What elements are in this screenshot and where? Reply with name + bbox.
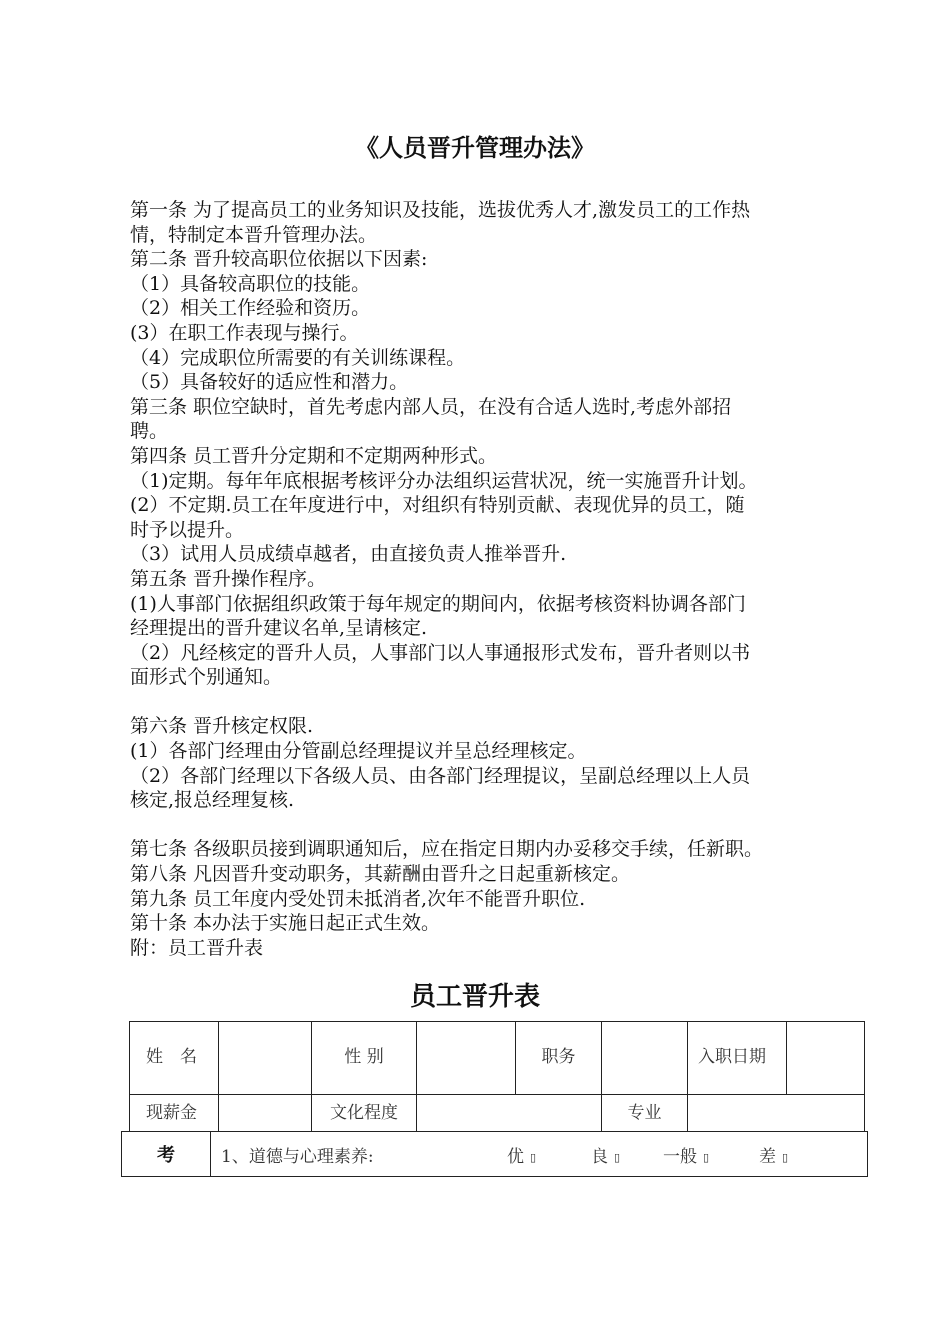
option-excellent[interactable] (507, 1142, 536, 1167)
text-line: 核定,报总经理复核. (130, 789, 295, 812)
blank-line (130, 690, 840, 715)
text-line: 面形式个别通知。 (130, 666, 283, 689)
text-line: （1）具备较高职位的技能。 (130, 272, 371, 295)
text-line: 第五条 晋升操作程序。 (130, 567, 327, 590)
checkbox-icon[interactable]: ▯ (782, 1151, 789, 1164)
name-label: 姓 名 (146, 1047, 197, 1067)
text-line: 第七条 各级职员接到调职通知后，应在指定日期内办妥移交手续，任新职。 (130, 838, 764, 861)
evaluation-table (121, 1131, 868, 1177)
evaluation-item-label: 1、道德与心理素养: (221, 1146, 374, 1167)
text-line: 附：员工晋升表 (130, 936, 264, 959)
document-title: 《人员晋升管理办法》 (355, 133, 595, 162)
promotion-form-table (129, 1021, 865, 1132)
text-line: (3）在职工作表现与操行。 (130, 321, 359, 344)
gender-value-cell[interactable] (417, 1022, 516, 1095)
document-body (130, 198, 840, 960)
text-line: （1)定期。每年年底根据考核评分办法组织运营状况，统一实施晋升计划。 (130, 469, 758, 492)
hire-date-label: 入职日期 (698, 1047, 766, 1067)
position-value-cell[interactable] (602, 1022, 688, 1095)
text-line: （3）试用人员成绩卓越者，由直接负责人推举晋升. (130, 543, 567, 566)
table-row (130, 1095, 865, 1132)
gender-label-cell (312, 1022, 417, 1095)
table-row (130, 1022, 865, 1095)
option-label: 优 (507, 1147, 524, 1167)
option-average[interactable] (663, 1142, 709, 1167)
hire-date-label-cell (688, 1022, 787, 1095)
salary-value-cell[interactable] (219, 1095, 312, 1132)
hire-date-value-cell[interactable] (787, 1022, 865, 1095)
option-poor[interactable] (759, 1142, 788, 1167)
text-line: 第一条 为了提高员工的业务知识及技能，选拔优秀人才,激发员工的工作热 (130, 199, 751, 221)
salary-label-cell: 现薪金 (130, 1095, 219, 1132)
checkbox-icon[interactable]: ▯ (614, 1151, 621, 1164)
text-line: 第二条 晋升较高职位依据以下因素: (130, 248, 428, 271)
text-line: 第八条 凡因晋升变动职务，其薪酬由晋升之日起重新核定。 (130, 863, 631, 886)
checkbox-icon[interactable]: ▯ (530, 1151, 537, 1164)
table-title: 员工晋升表 (409, 982, 540, 1012)
gender-label: 性 别 (344, 1047, 384, 1067)
blank-line (130, 813, 840, 838)
evaluation-item-cell (211, 1132, 868, 1177)
text-line: 第十条 本办法于实施日起正式生效。 (130, 912, 441, 935)
text-line: 经理提出的晋升建议名单,呈请核定. (130, 617, 428, 640)
text-line: （2）各部门经理以下各级人员、由各部门经理提议，呈副总经理以上人员 (130, 764, 751, 787)
text-line: 第六条 晋升核定权限. (130, 715, 314, 738)
major-value-cell[interactable] (688, 1095, 865, 1132)
text-line: 聘。 (130, 420, 169, 443)
text-line: (1）各部门经理由分管副总经理提议并呈总经理核定。 (130, 740, 587, 763)
position-label-cell (516, 1022, 602, 1095)
text-line: (2）不定期.员工在年度进行中，对组织有特别贡献、表现优异的员工，随 (130, 494, 745, 517)
text-line: （4）完成职位所需要的有关训练课程。 (130, 346, 466, 369)
option-label: 差 (759, 1147, 776, 1167)
position-label: 职务 (541, 1047, 576, 1067)
text-line: 情，特制定本晋升管理办法。 (130, 223, 378, 246)
option-label: 良 (591, 1147, 608, 1167)
text-line: （2）凡经核定的晋升人员，人事部门以人事通报形式发布，晋升者则以书 (130, 641, 751, 664)
option-good[interactable] (591, 1142, 620, 1167)
text-line: 第九条 员工年度内受处罚未抵消者,次年不能晋升职位. (130, 887, 586, 910)
text-line: (1)人事部门依据组织政策于每年规定的期间内，依据考核资料协调各部门 (130, 592, 746, 615)
name-value-cell[interactable] (219, 1022, 312, 1095)
education-label-cell: 文化程度 (312, 1095, 417, 1132)
text-line: 第三条 职位空缺时，首先考虑内部人员，在没有合适人选时,考虑外部招 (130, 395, 732, 418)
option-label: 一般 (663, 1147, 697, 1167)
text-line: （2）相关工作经验和资历。 (130, 297, 371, 320)
text-line: 第四条 员工晋升分定期和不定期两种形式。 (130, 444, 498, 467)
checkbox-icon[interactable]: ▯ (703, 1151, 710, 1164)
evaluation-head-cell: 考 (122, 1132, 211, 1177)
text-line: （5）具备较好的适应性和潜力。 (130, 371, 409, 394)
name-label-cell (130, 1022, 219, 1095)
major-label-cell: 专业 (602, 1095, 688, 1132)
table-row (122, 1132, 868, 1177)
text-line: 时予以提升。 (130, 518, 245, 541)
education-value-cell[interactable] (417, 1095, 602, 1132)
